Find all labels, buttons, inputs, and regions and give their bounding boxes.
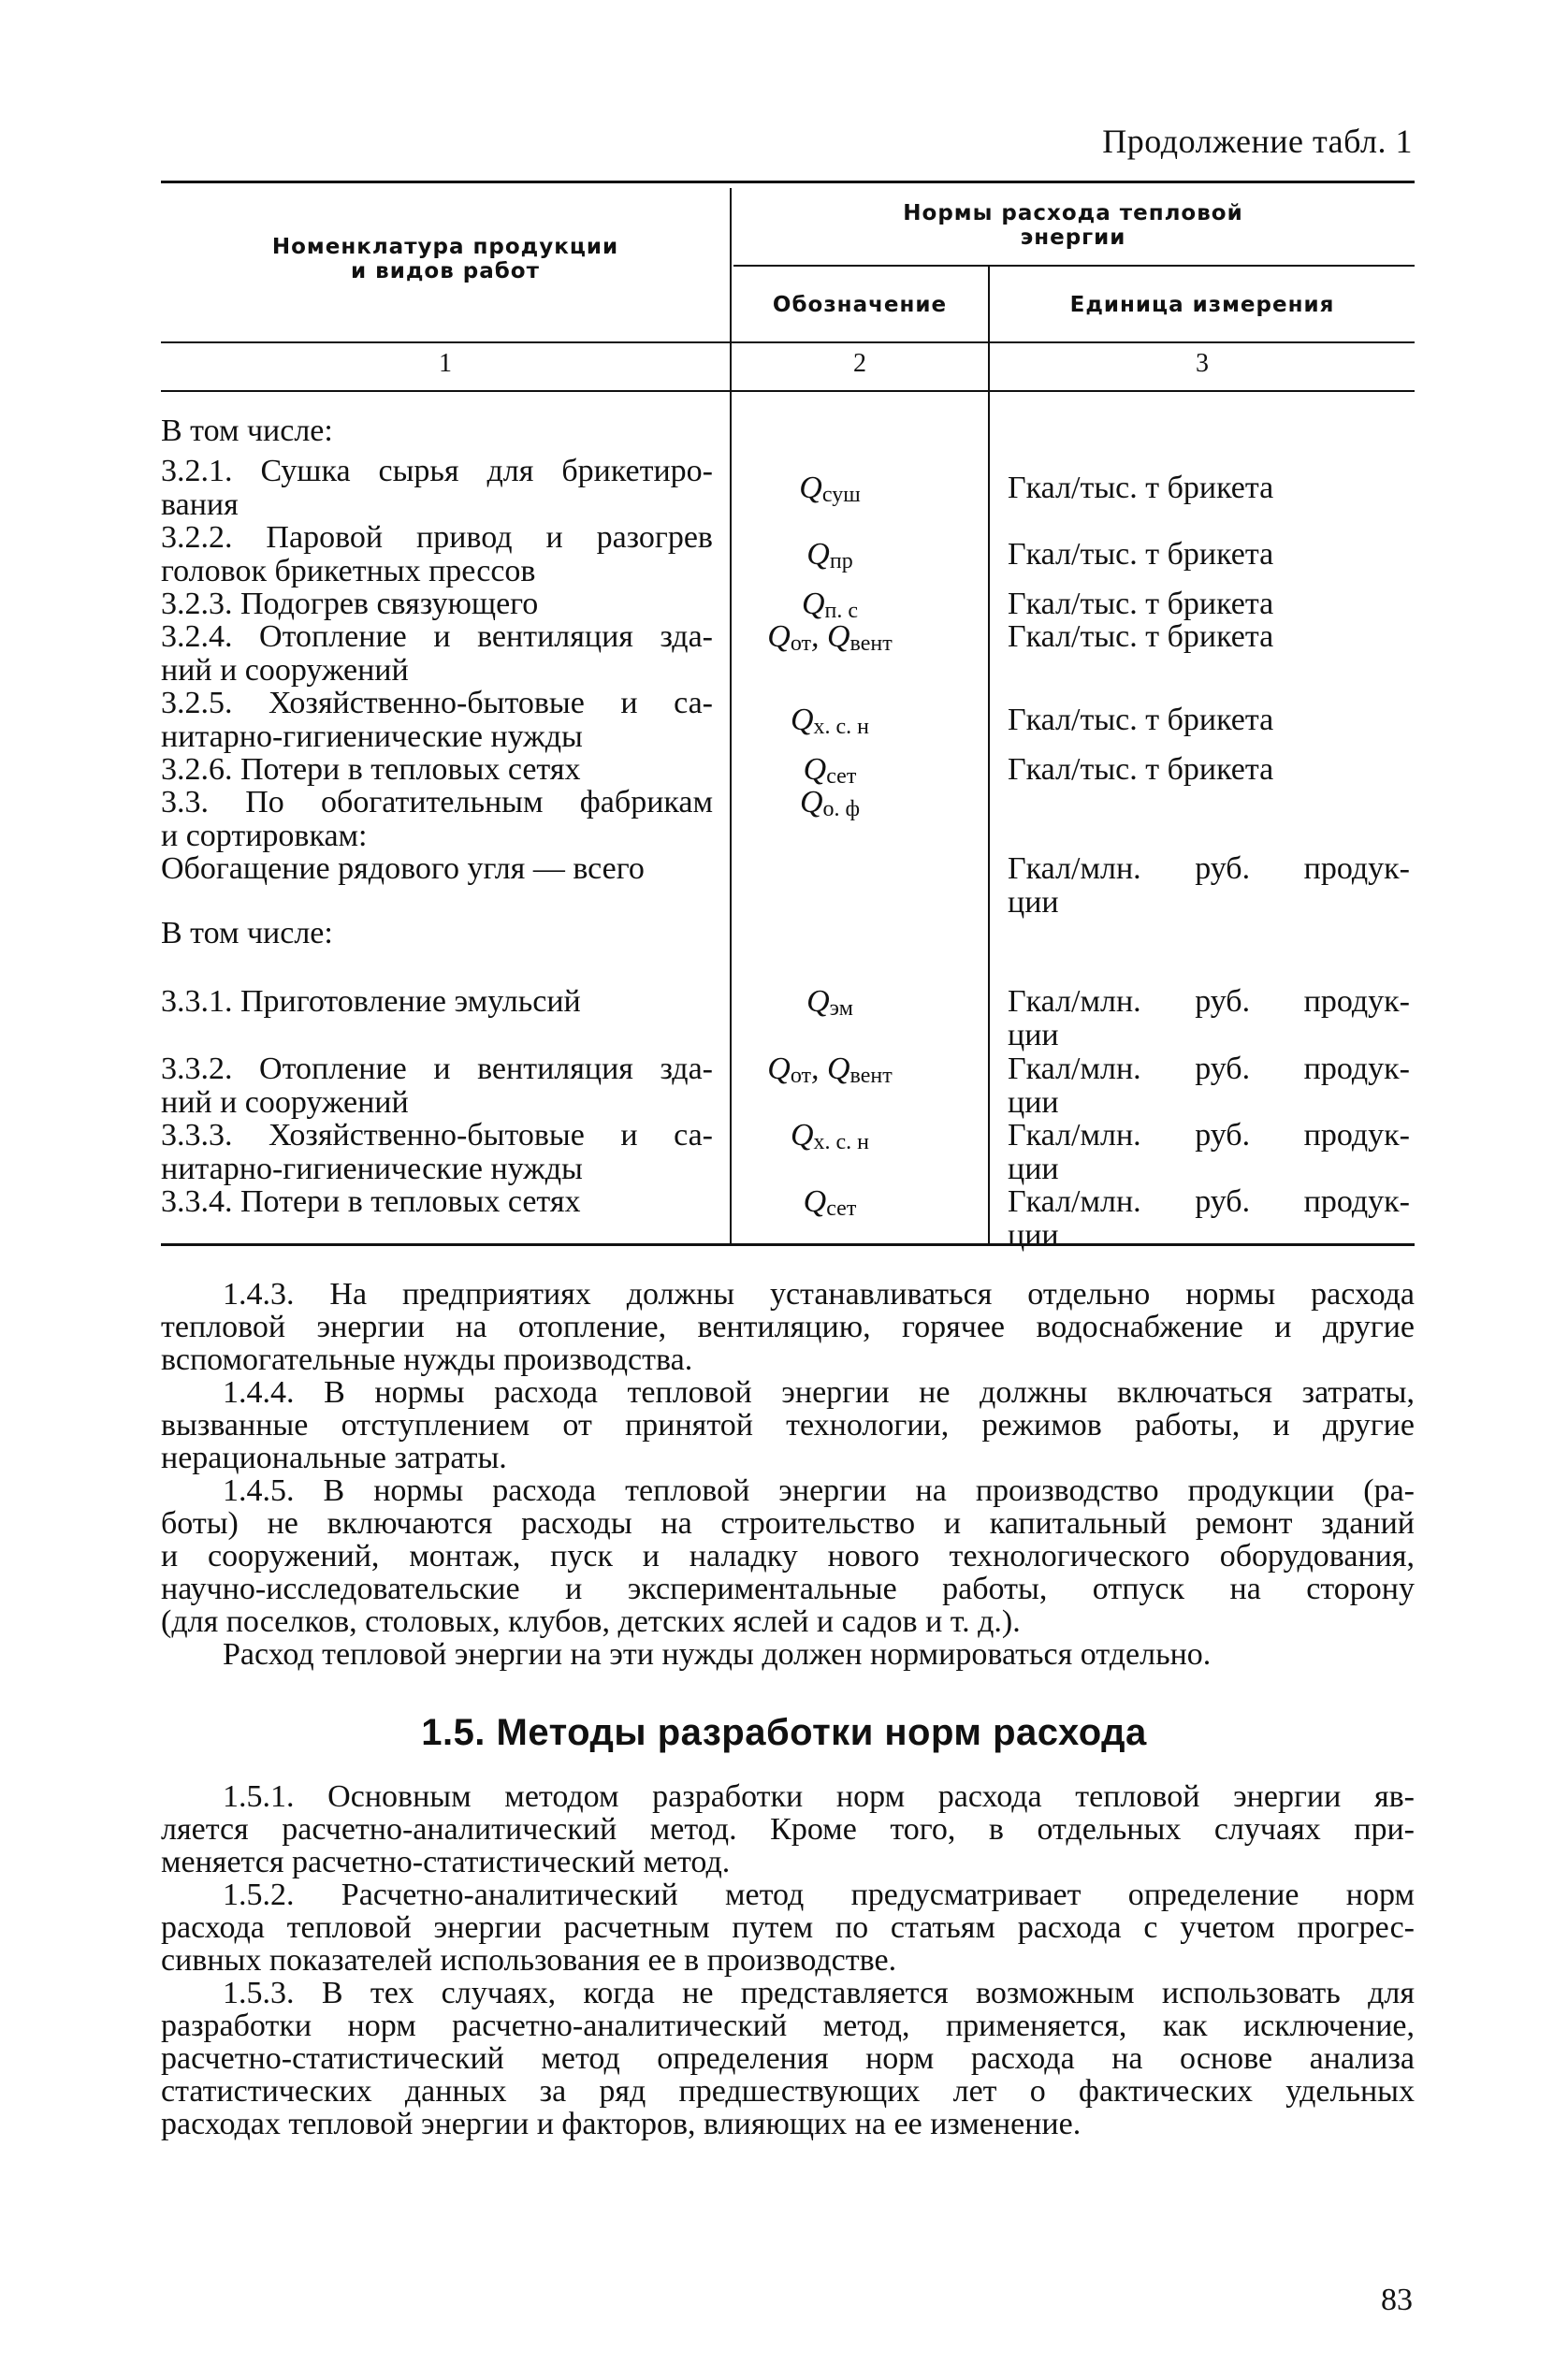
row-name-line: 3.3.2. Отопление и вентиляция зда-	[161, 1051, 713, 1086]
symbol-subscript: о. ф	[822, 797, 861, 821]
symbol-base: , Q	[810, 1051, 850, 1086]
header-bottom-rule	[161, 341, 1415, 343]
group-header-rule	[733, 265, 1415, 267]
row-symbol	[733, 538, 926, 578]
group-header	[732, 201, 1415, 250]
row-unit-line: Гкал/тыс. т брикета	[1008, 752, 1274, 787]
col2-header: Обозначение	[772, 293, 948, 317]
paragraph-line: тепловой энергии на отопление, вентиляцию, горячее водоснабжение и другие	[161, 1310, 1415, 1344]
symbol-subscript: от	[790, 631, 811, 656]
paragraph-line: Расход тепловой энергии на эти нужды должен нормироваться отдельно.	[223, 1637, 1212, 1672]
row-unit-line: Гкал/млн. руб. продук-	[1008, 1118, 1410, 1153]
row-symbol	[733, 471, 926, 512]
symbol-subscript: вент	[849, 1064, 893, 1088]
symbol-subscript: эм	[829, 996, 853, 1021]
row-symbol	[733, 620, 926, 660]
paragraph-line: 1.4.3. На предприятиях должны устанавливаться отдельно нормы расхода	[223, 1277, 1415, 1312]
paragraph-line: вспомогательные нужды производства.	[161, 1342, 693, 1377]
symbol-base: , Q	[810, 619, 850, 654]
paragraph-line: 1.4.5. В нормы расхода тепловой энергии на производство продукции (ра-	[223, 1473, 1415, 1508]
col-divider-2	[988, 265, 990, 1243]
group-header-line: Нормы расхода тепловой	[903, 201, 1243, 225]
row-name-line: и сортировкам:	[161, 819, 368, 853]
paragraphs-block-b	[161, 1780, 1415, 2140]
symbol-subscript: п. с	[824, 599, 859, 623]
col3-header: Единица измерения	[1069, 293, 1335, 317]
symbol-base: Q	[806, 984, 830, 1019]
row-symbol	[733, 1119, 926, 1159]
row-name-line: ний и сооружений	[161, 1085, 409, 1120]
row-name-line: вания	[161, 487, 239, 522]
row-symbol	[733, 703, 926, 744]
symbol-subscript: вент	[849, 631, 893, 656]
row-name-line: 3.3.4. Потери в тепловых сетях	[161, 1184, 581, 1219]
row-name-line: 3.2.5. Хозяйственно-бытовые и са-	[161, 686, 713, 720]
paragraph-line: боты) не включаются расходы на строительство и капитальный ремонт зданий	[161, 1506, 1415, 1541]
row-symbol	[733, 1185, 926, 1226]
row-unit-line: Гкал/млн. руб. продук-	[1008, 851, 1410, 886]
paragraph-line: вызванные отступлением от принятой технологии, режимов работы, и другие	[161, 1408, 1415, 1443]
col-number: 2	[853, 349, 866, 378]
section-title: 1.5. Методы разработки норм расхода	[421, 1712, 1147, 1753]
symbol-base: Q	[790, 703, 814, 737]
paragraph-line: меняется расчетно-статистический метод.	[161, 1845, 731, 1879]
table-top-rule	[161, 181, 1415, 183]
paragraph-line: ляется расчетно-аналитический метод. Кроме того, в отдельных случаях при-	[161, 1812, 1415, 1847]
row-name-line: 3.3. По обогатительным фабрикам	[161, 785, 713, 819]
row-unit-line: ции	[1008, 1218, 1059, 1253]
symbol-base: Q	[799, 471, 822, 505]
row-unit-line: ции	[1008, 1152, 1059, 1186]
page-number: 83	[1381, 2283, 1413, 2317]
group-header-line: энергии	[1020, 225, 1126, 250]
paragraph-line: 1.5.3. В тех случаях, когда не представляется возможным использовать для	[223, 1976, 1415, 2010]
row-name-line: 3.2.4. Отопление и вентиляция зда-	[161, 619, 713, 654]
row-name-line: ний и сооружений	[161, 653, 409, 688]
row-unit-line: Гкал/млн. руб. продук-	[1008, 1051, 1410, 1086]
row-symbol	[733, 786, 926, 826]
paragraph-line: 1.5.1. Основным методом разработки норм расхода тепловой энергии яв-	[223, 1779, 1415, 1814]
row-name-line: В том числе:	[161, 916, 333, 950]
col1-header	[161, 235, 730, 283]
paragraph-line: сивных показателей использования ее в производстве.	[161, 1943, 897, 1978]
row-unit-line: Гкал/тыс. т брикета	[1008, 587, 1274, 621]
symbol-base: Q	[801, 587, 825, 621]
row-unit-line: Гкал/тыс. т брикета	[1008, 537, 1274, 572]
paragraph-line: статистических данных за ряд предшествующих лет о фактических удельных	[161, 2074, 1415, 2109]
row-name-line: 3.2.1. Сушка сырья для брикетиро-	[161, 454, 713, 488]
symbol-base: Q	[803, 1184, 827, 1219]
norms-table	[161, 181, 1415, 1253]
row-name-line: 3.3.3. Хозяйственно-бытовые и са-	[161, 1118, 713, 1153]
row-unit-line: ции	[1008, 885, 1059, 920]
symbol-base: Q	[806, 537, 830, 572]
continuation-label: Продолжение табл. 1	[1102, 123, 1413, 160]
symbol-base: Q	[767, 619, 791, 654]
paragraph-line: 1.5.2. Расчетно-аналитический метод предусматривает определение норм	[223, 1878, 1415, 1912]
row-unit-line: Гкал/тыс. т брикета	[1008, 619, 1274, 654]
row-unit-line: ции	[1008, 1018, 1059, 1052]
paragraph-line: расхода тепловой энергии расчетным путем по статьям расхода с учетом прогрес-	[161, 1910, 1415, 1945]
row-name-line: 3.3.1. Приготовление эмульсий	[161, 984, 581, 1019]
symbol-base: Q	[803, 752, 827, 787]
row-unit-line: Гкал/тыс. т брикета	[1008, 471, 1274, 505]
paragraph-line: 1.4.4. В нормы расхода тепловой энергии не должны включаться затраты,	[223, 1375, 1415, 1410]
col1-header-line: Номенклатура продукции	[271, 235, 619, 259]
colnum-bottom-rule	[161, 390, 1415, 392]
row-name-line: нитарно-гигиенические нужды	[161, 719, 583, 754]
symbol-subscript: сет	[826, 764, 857, 789]
paragraph-line: нерациональные затраты.	[161, 1441, 507, 1475]
symbol-subscript: пр	[829, 549, 853, 573]
col-divider-1	[730, 188, 732, 1243]
col-number: 3	[1196, 349, 1209, 378]
symbol-subscript: сет	[826, 1197, 857, 1221]
row-name-line: 3.2.6. Потери в тепловых сетях	[161, 752, 581, 787]
paragraph-line: научно-исследовательские и экспериментальные работы, отпуск на сторону	[161, 1572, 1415, 1606]
paragraph-line: и сооружений, монтаж, пуск и наладку нового технологического оборудования,	[161, 1539, 1415, 1574]
paragraph-line: (для поселков, столовых, клубов, детских яслей и садов и т. д.).	[161, 1604, 1021, 1639]
col1-header-line: и видов работ	[351, 259, 540, 283]
row-name-line: В том числе:	[161, 413, 333, 448]
row-unit-line: Гкал/млн. руб. продук-	[1008, 1184, 1410, 1219]
row-name-line: нитарно-гигиенические нужды	[161, 1152, 583, 1186]
symbol-base: Q	[799, 785, 823, 819]
symbol-subscript: от	[790, 1064, 811, 1088]
row-name-line: 3.2.3. Подогрев связующего	[161, 587, 539, 621]
row-unit-line: Гкал/тыс. т брикета	[1008, 703, 1274, 737]
row-name-line: Обогащение рядового угля — всего	[161, 851, 645, 886]
row-name-line: 3.2.2. Паровой привод и разогрев	[161, 520, 713, 555]
symbol-subscript: х. с. н	[813, 1130, 870, 1154]
row-unit-line: ции	[1008, 1085, 1059, 1120]
row-symbol	[733, 1052, 926, 1093]
symbol-base: Q	[790, 1118, 814, 1153]
row-unit-line: Гкал/млн. руб. продук-	[1008, 984, 1410, 1019]
col-number: 1	[439, 349, 452, 378]
symbol-subscript: х. с. н	[813, 715, 870, 739]
row-symbol	[733, 985, 926, 1025]
symbol-subscript: суш	[821, 483, 861, 507]
row-name-line: головок брикетных прессов	[161, 554, 536, 588]
paragraph-line: разработки норм расчетно-аналитический метод, применяется, как исключение,	[161, 2009, 1415, 2043]
symbol-base: Q	[767, 1051, 791, 1086]
paragraph-line: расходах тепловой энергии и факторов, влияющих на ее изменение.	[161, 2107, 1082, 2141]
paragraphs-block-a	[161, 1278, 1415, 1671]
paragraph-line: расчетно-статистический метод определения норм расхода на основе анализа	[161, 2041, 1415, 2076]
